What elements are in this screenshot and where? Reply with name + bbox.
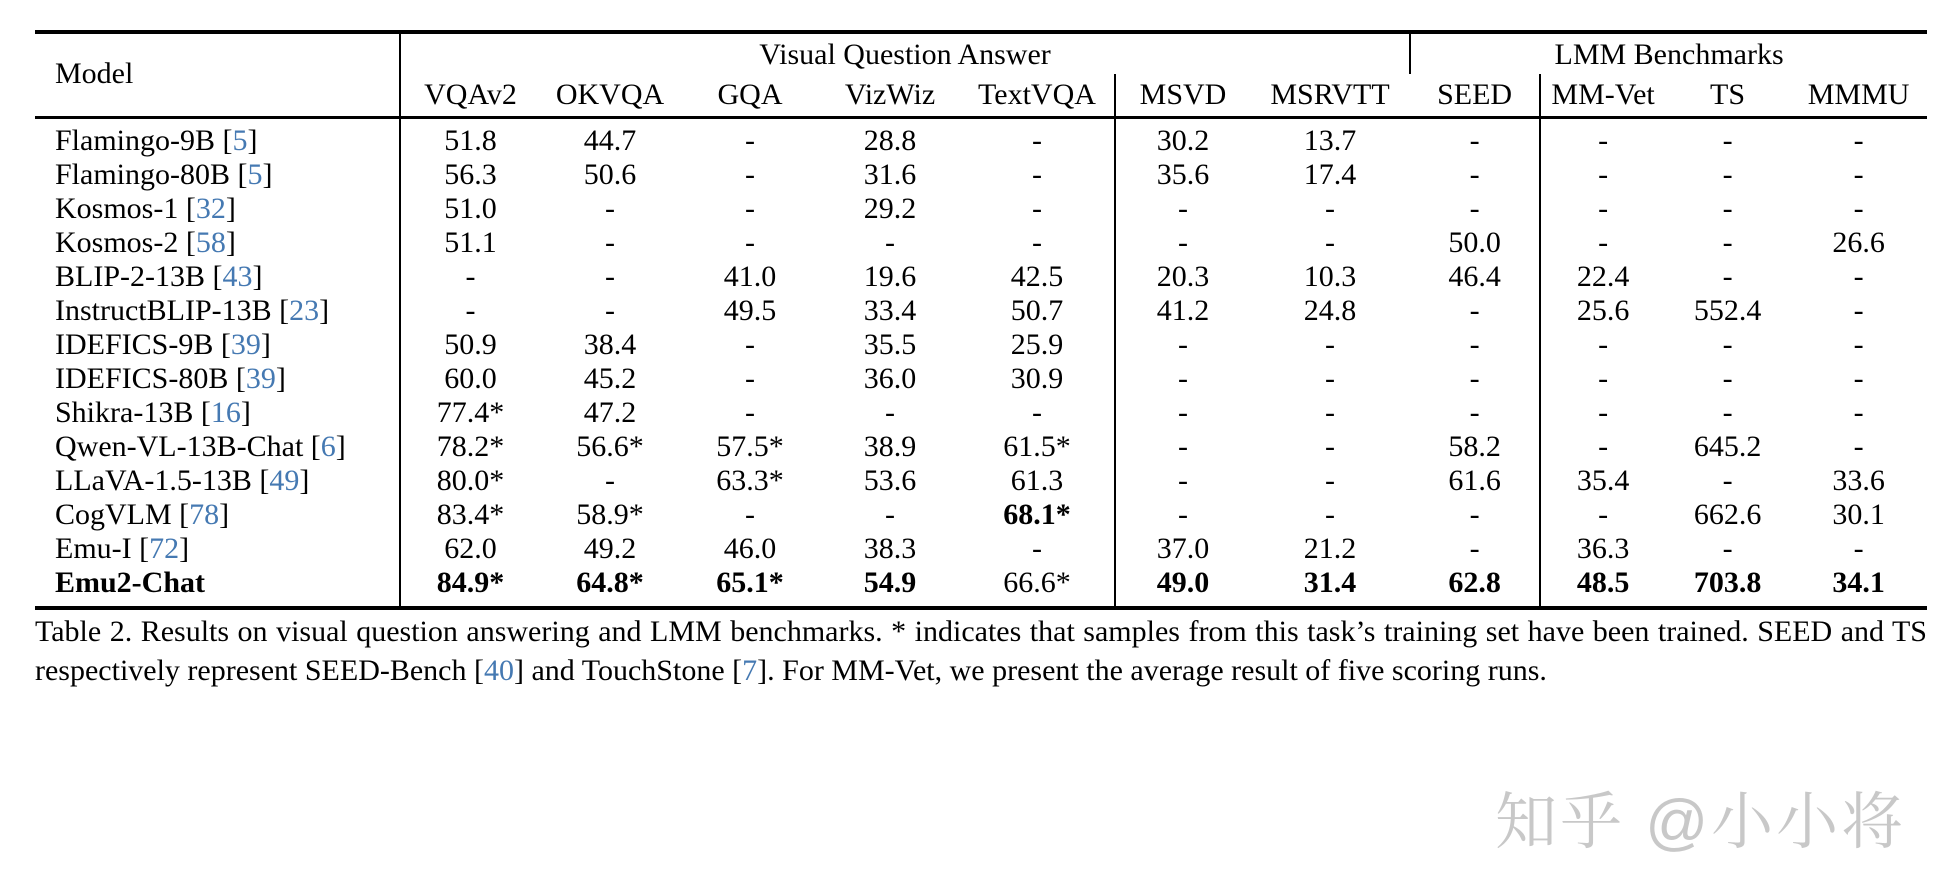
- score-cell: -: [1722, 396, 1733, 429]
- score-cell: -: [1469, 294, 1480, 327]
- score-cell: -: [1115, 498, 1250, 532]
- score-cell: 703.8: [1693, 566, 1762, 599]
- score-cell: 24.8: [1303, 294, 1357, 327]
- score-cell: 662.6: [1693, 498, 1762, 531]
- score-cell: 25.6: [1540, 294, 1665, 328]
- score-cell: -: [1115, 464, 1250, 498]
- score-cell: -: [1325, 226, 1336, 259]
- score-cell: -: [1853, 260, 1864, 293]
- caption-text: ]. For MM-Vet, we present the average result of five scoring runs.: [757, 654, 1547, 687]
- score-cell: 61.3: [1010, 464, 1064, 497]
- score-cell: -: [1853, 430, 1864, 463]
- score-cell: -: [745, 328, 755, 361]
- score-cell: 50.7: [1010, 294, 1064, 327]
- score-cell: 50.6: [583, 158, 637, 191]
- score-cell: -: [1032, 396, 1042, 429]
- score-cell: 48.5: [1540, 566, 1665, 608]
- score-cell: 61.6: [1448, 464, 1501, 497]
- score-cell: -: [1540, 328, 1665, 362]
- table-row: [35, 396, 1927, 430]
- score-cell: 68.1*: [1003, 498, 1071, 531]
- score-cell: 36.0: [863, 362, 917, 395]
- score-cell: -: [745, 498, 755, 531]
- citation-link[interactable]: 5: [232, 124, 248, 157]
- score-cell: -: [745, 396, 755, 429]
- citation-link[interactable]: 23: [289, 294, 320, 327]
- score-cell: 30.2: [1115, 118, 1250, 159]
- score-cell: -: [1115, 192, 1250, 226]
- score-cell: 31.4: [1303, 566, 1357, 599]
- table-row: [35, 158, 1927, 192]
- score-cell: -: [1032, 226, 1042, 259]
- score-cell: 26.6: [1832, 226, 1885, 259]
- score-cell: -: [1853, 158, 1864, 191]
- score-cell: -: [745, 158, 755, 191]
- score-cell: -: [1853, 328, 1864, 361]
- score-cell: 38.3: [863, 532, 917, 565]
- score-cell: -: [1469, 396, 1480, 429]
- column-header-mm-vet: MM-Vet: [1540, 74, 1665, 118]
- citation-link[interactable]: 6: [320, 430, 336, 463]
- score-cell: -: [1722, 158, 1733, 191]
- table-row: [35, 192, 1927, 226]
- table-row: [35, 566, 1927, 608]
- model-name: IDEFICS-80B [39]: [55, 362, 286, 395]
- score-cell: 50.0: [1448, 226, 1501, 259]
- score-cell: -: [1115, 396, 1250, 430]
- table-row: [35, 118, 1927, 159]
- score-cell: -: [745, 362, 755, 395]
- score-cell: -: [1722, 328, 1733, 361]
- score-cell: 35.4: [1540, 464, 1665, 498]
- score-cell: -: [605, 226, 615, 259]
- score-cell: -: [1722, 362, 1733, 395]
- score-cell: -: [885, 226, 895, 259]
- score-cell: -: [1325, 430, 1336, 463]
- score-cell: 50.9: [400, 328, 540, 362]
- score-cell: 51.0: [400, 192, 540, 226]
- score-cell: 645.2: [1693, 430, 1762, 463]
- score-cell: 80.0*: [400, 464, 540, 498]
- model-name: Flamingo-80B [5]: [55, 158, 273, 191]
- citation-link[interactable]: 72: [149, 532, 180, 565]
- model-column-header: Model: [55, 57, 134, 90]
- score-cell: -: [1540, 192, 1665, 226]
- column-header-textvqa: TextVQA: [978, 78, 1096, 111]
- score-cell: 84.9*: [400, 566, 540, 608]
- score-cell: -: [1722, 192, 1733, 225]
- score-cell: 38.4: [583, 328, 637, 361]
- score-cell: 29.2: [863, 192, 917, 225]
- score-cell: 37.0: [1115, 532, 1250, 566]
- table-row: [35, 294, 1927, 328]
- score-cell: 22.4: [1540, 260, 1665, 294]
- score-cell: -: [1469, 362, 1480, 395]
- score-cell: -: [1853, 396, 1864, 429]
- score-cell: 44.7: [583, 124, 637, 157]
- score-cell: 51.8: [400, 118, 540, 159]
- score-cell: -: [1853, 192, 1864, 225]
- score-cell: -: [1722, 464, 1733, 497]
- score-cell: -: [1032, 192, 1042, 225]
- score-cell: -: [1032, 124, 1042, 157]
- score-cell: -: [1853, 294, 1864, 327]
- score-cell: 17.4: [1303, 158, 1357, 191]
- column-header-okvqa: OKVQA: [555, 78, 665, 111]
- score-cell: -: [400, 260, 540, 294]
- score-cell: -: [1032, 532, 1042, 565]
- score-cell: 47.2: [583, 396, 637, 429]
- watermark: 知乎 @小小将: [1495, 788, 1907, 857]
- score-cell: 56.3: [400, 158, 540, 192]
- column-header-vizwiz: VizWiz: [844, 78, 936, 111]
- score-cell: 35.5: [863, 328, 917, 361]
- score-cell: 49.2: [583, 532, 637, 565]
- citation-link[interactable]: 43: [222, 260, 253, 293]
- score-cell: -: [1853, 362, 1864, 395]
- score-cell: 66.6*: [1003, 566, 1071, 599]
- score-cell: -: [745, 124, 755, 157]
- model-name: Kosmos-2 [58]: [55, 226, 236, 259]
- score-cell: -: [1469, 498, 1480, 531]
- score-cell: -: [1325, 362, 1336, 395]
- score-cell: 83.4*: [400, 498, 540, 532]
- table-row: [35, 226, 1927, 260]
- score-cell: 20.3: [1115, 260, 1250, 294]
- score-cell: -: [605, 464, 615, 497]
- citation-link[interactable]: 39: [245, 362, 276, 395]
- model-name: Emu2-Chat: [55, 566, 206, 599]
- score-cell: -: [605, 192, 615, 225]
- score-cell: 56.6*: [576, 430, 644, 463]
- caption-citation[interactable]: 40: [484, 654, 514, 687]
- model-name: CogVLM [78]: [55, 498, 230, 531]
- column-header-vqav2: VQAv2: [400, 74, 540, 118]
- score-cell: -: [1540, 362, 1665, 396]
- score-cell: -: [1469, 124, 1480, 157]
- score-cell: -: [1722, 260, 1733, 293]
- column-header-msvd: MSVD: [1115, 74, 1250, 118]
- model-name: InstructBLIP-13B [23]: [55, 294, 330, 327]
- table-row: [35, 464, 1927, 498]
- score-cell: 49.5: [723, 294, 777, 327]
- score-cell: -: [1540, 118, 1665, 159]
- citation-link[interactable]: 32: [195, 192, 226, 225]
- model-name: Flamingo-9B [5]: [55, 124, 258, 157]
- score-cell: -: [1469, 192, 1480, 225]
- table-row: [35, 260, 1927, 294]
- score-cell: 28.8: [863, 124, 917, 157]
- score-cell: 25.9: [1010, 328, 1064, 361]
- score-cell: -: [1853, 124, 1864, 157]
- score-cell: -: [1469, 328, 1480, 361]
- column-header-gqa: GQA: [717, 78, 783, 111]
- table-row: [35, 532, 1927, 566]
- score-cell: -: [1722, 226, 1733, 259]
- score-cell: 41.2: [1115, 294, 1250, 328]
- score-cell: 49.0: [1115, 566, 1250, 608]
- score-cell: -: [885, 396, 895, 429]
- score-cell: 19.6: [863, 260, 917, 293]
- column-header-mmmu: MMMU: [1807, 78, 1910, 111]
- score-cell: -: [1540, 430, 1665, 464]
- results-table: [35, 30, 1927, 610]
- score-cell: -: [605, 294, 615, 327]
- score-cell: -: [745, 226, 755, 259]
- citation-link[interactable]: 58: [195, 226, 226, 259]
- column-header-seed: SEED: [1437, 78, 1513, 111]
- score-cell: -: [1115, 430, 1250, 464]
- score-cell: 36.3: [1540, 532, 1665, 566]
- score-cell: -: [1722, 532, 1733, 565]
- score-cell: -: [1325, 464, 1336, 497]
- score-cell: 65.1*: [716, 566, 784, 599]
- score-cell: 61.5*: [1003, 430, 1071, 463]
- group-header-lmm: LMM Benchmarks: [1410, 32, 1927, 74]
- table-row: [35, 362, 1927, 396]
- model-name: Kosmos-1 [32]: [55, 192, 236, 225]
- model-name: Emu-I [72]: [55, 532, 190, 565]
- score-cell: 58.2: [1448, 430, 1501, 463]
- score-cell: 46.4: [1448, 260, 1501, 293]
- score-cell: 34.1: [1832, 566, 1885, 599]
- score-cell: 21.2: [1303, 532, 1357, 565]
- citation-link[interactable]: 39: [230, 328, 261, 361]
- score-cell: -: [1115, 362, 1250, 396]
- group-header-vqa: Visual Question Answer: [400, 32, 1410, 74]
- score-cell: 62.8: [1448, 566, 1501, 599]
- score-cell: 30.1: [1832, 498, 1885, 531]
- caption-text: Table 2. Results on visual question answering and LMM benchmarks. * indicates that samples from this task’s training set have been trained. SEED and TS respectively represent SEED-Bench [: [35, 615, 1927, 687]
- table-row: [35, 498, 1927, 532]
- score-cell: 77.4*: [400, 396, 540, 430]
- score-cell: -: [1325, 396, 1336, 429]
- score-cell: -: [1469, 532, 1480, 565]
- score-cell: -: [1115, 328, 1250, 362]
- score-cell: 51.1: [400, 226, 540, 260]
- score-cell: 45.2: [583, 362, 637, 395]
- citation-link[interactable]: 78: [189, 498, 220, 531]
- model-name: LLaVA-1.5-13B [49]: [55, 464, 310, 497]
- citation-link[interactable]: 16: [210, 396, 241, 429]
- score-cell: 10.3: [1303, 260, 1357, 293]
- score-cell: -: [1325, 192, 1336, 225]
- score-cell: -: [1540, 498, 1665, 532]
- score-cell: -: [1853, 532, 1864, 565]
- citation-link[interactable]: 5: [247, 158, 263, 191]
- score-cell: 46.0: [723, 532, 777, 565]
- score-cell: 60.0: [400, 362, 540, 396]
- score-cell: 58.9*: [576, 498, 644, 531]
- score-cell: 13.7: [1303, 124, 1357, 157]
- group-header-row: [35, 32, 1927, 74]
- score-cell: -: [400, 294, 540, 328]
- score-cell: -: [1540, 396, 1665, 430]
- model-name: Shikra-13B [16]: [55, 396, 251, 429]
- score-cell: -: [1540, 226, 1665, 260]
- table-row: [35, 328, 1927, 362]
- score-cell: -: [1115, 226, 1250, 260]
- score-cell: -: [1722, 124, 1733, 157]
- score-cell: -: [605, 260, 615, 293]
- model-name: Qwen-VL-13B-Chat [6]: [55, 430, 346, 463]
- score-cell: 30.9: [1010, 362, 1064, 395]
- score-cell: 33.4: [863, 294, 917, 327]
- score-cell: 33.6: [1832, 464, 1885, 497]
- score-cell: -: [1540, 158, 1665, 192]
- table-row: [35, 430, 1927, 464]
- score-cell: 41.0: [723, 260, 777, 293]
- score-cell: 31.6: [863, 158, 917, 191]
- score-cell: -: [1325, 498, 1336, 531]
- model-name: BLIP-2-13B [43]: [55, 260, 263, 293]
- score-cell: 54.9: [863, 566, 917, 599]
- score-cell: 62.0: [400, 532, 540, 566]
- caption-citation[interactable]: 7: [742, 654, 758, 687]
- model-name: IDEFICS-9B [39]: [55, 328, 271, 361]
- score-cell: -: [745, 192, 755, 225]
- score-cell: 57.5*: [716, 430, 784, 463]
- score-cell: 35.6: [1115, 158, 1250, 192]
- score-cell: -: [885, 498, 895, 531]
- score-cell: -: [1469, 158, 1480, 191]
- table-caption: [35, 612, 1927, 690]
- score-cell: 64.8*: [576, 566, 644, 599]
- column-header-msrvtt: MSRVTT: [1270, 78, 1390, 111]
- score-cell: 63.3*: [716, 464, 784, 497]
- score-cell: 38.9: [863, 430, 917, 463]
- score-cell: -: [1032, 158, 1042, 191]
- caption-text: ] and TouchStone [: [514, 654, 743, 687]
- column-header-ts: TS: [1710, 78, 1746, 111]
- score-cell: 78.2*: [400, 430, 540, 464]
- citation-link[interactable]: 49: [269, 464, 300, 497]
- score-cell: 42.5: [1010, 260, 1064, 293]
- score-cell: 552.4: [1693, 294, 1762, 327]
- score-cell: 53.6: [863, 464, 917, 497]
- score-cell: -: [1325, 328, 1336, 361]
